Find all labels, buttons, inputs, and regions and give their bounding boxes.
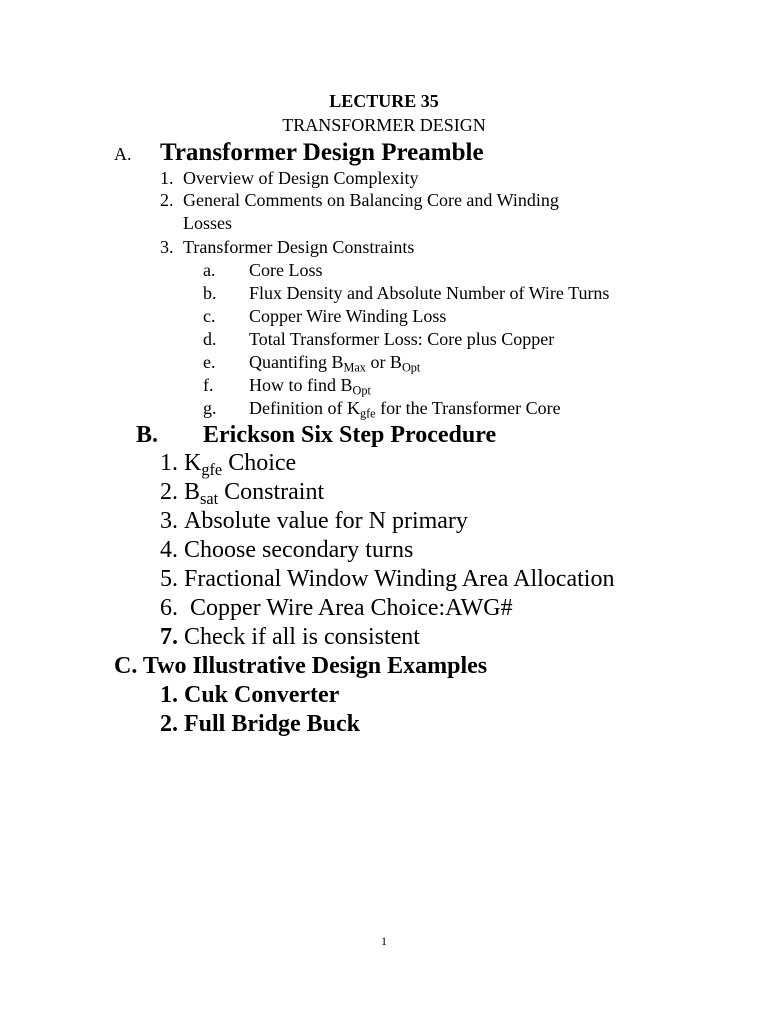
section-a-item-text: Overview of Design Complexity	[183, 168, 419, 188]
section-b-item-num: 3.	[160, 508, 178, 534]
section-b-item-num: 7.	[160, 624, 178, 650]
section-a-item-num: 2.	[160, 190, 174, 210]
section-b-item-num: 5.	[160, 566, 178, 592]
subitem-text: Flux Density and Absolute Number of Wire Turns	[249, 283, 610, 303]
section-b-item-text: Check if all is consistent	[184, 624, 420, 650]
subitem-text: Core Loss	[249, 260, 323, 280]
section-a-label: A.	[114, 144, 132, 164]
section-b-item-num: 2.	[160, 479, 178, 505]
section-a-item-num: 1.	[160, 168, 174, 188]
section-b-title: Erickson Six Step Procedure	[203, 422, 497, 448]
section-b-label: B.	[136, 422, 159, 448]
section-c-item-text: Cuk Converter	[184, 682, 340, 708]
section-c-title: C. Two Illustrative Design Examples	[114, 653, 488, 679]
subitem-letter: b.	[203, 283, 217, 303]
subitem-letter: g.	[203, 398, 217, 418]
section-b-item-text: $K_{gfe}$ Choice	[184, 450, 297, 479]
lecture-topic: TRANSFORMER DESIGN	[282, 115, 486, 135]
subitem-letter: c.	[203, 306, 216, 326]
section-b-item-num: 6.	[160, 595, 178, 621]
section-a-item-text-continued: Losses	[183, 213, 232, 233]
section-b-item-num: 4.	[160, 537, 178, 563]
section-b-item-text: $B_{sat}$ Constraint	[184, 479, 325, 508]
section-b-item-text: Choose secondary turns	[184, 537, 414, 563]
subitem-letter: a.	[203, 260, 216, 280]
section-a-item-text: General Comments on Balancing Core and Winding	[183, 190, 559, 210]
subitem-text: How to find $B_{Opt}$	[249, 375, 371, 398]
subitem-text: Quantifing $B_{Max}$ or $B_{Opt}$	[249, 352, 421, 375]
section-b-item-text: Copper Wire Area Choice:AWG#	[190, 595, 513, 621]
section-a-item-text: Transformer Design Constraints	[183, 237, 415, 257]
lecture-number: LECTURE 35	[329, 91, 439, 111]
subitem-letter: f.	[203, 375, 214, 395]
section-c-item-num: 1.	[160, 682, 178, 708]
subitem-letter: d.	[203, 329, 217, 349]
section-b-item-num: 1.	[160, 450, 178, 476]
section-c-item-text: Full Bridge Buck	[184, 711, 361, 737]
subitem-letter: e.	[203, 352, 216, 372]
section-c-item-num: 2.	[160, 711, 178, 737]
subitem-text: Definition of $K_{gfe}$ for the Transformer Core	[249, 398, 561, 421]
section-a-title: Transformer Design Preamble	[160, 139, 484, 166]
section-a-item-num: 3.	[160, 237, 174, 257]
section-b-item-text: Absolute value for N primary	[184, 508, 468, 534]
subitem-text: Total Transformer Loss: Core plus Copper	[249, 329, 555, 349]
section-b-item-text: Fractional Window Winding Area Allocation	[184, 566, 615, 592]
page-number: 1	[381, 934, 387, 948]
subitem-text: Copper Wire Winding Loss	[249, 306, 447, 326]
